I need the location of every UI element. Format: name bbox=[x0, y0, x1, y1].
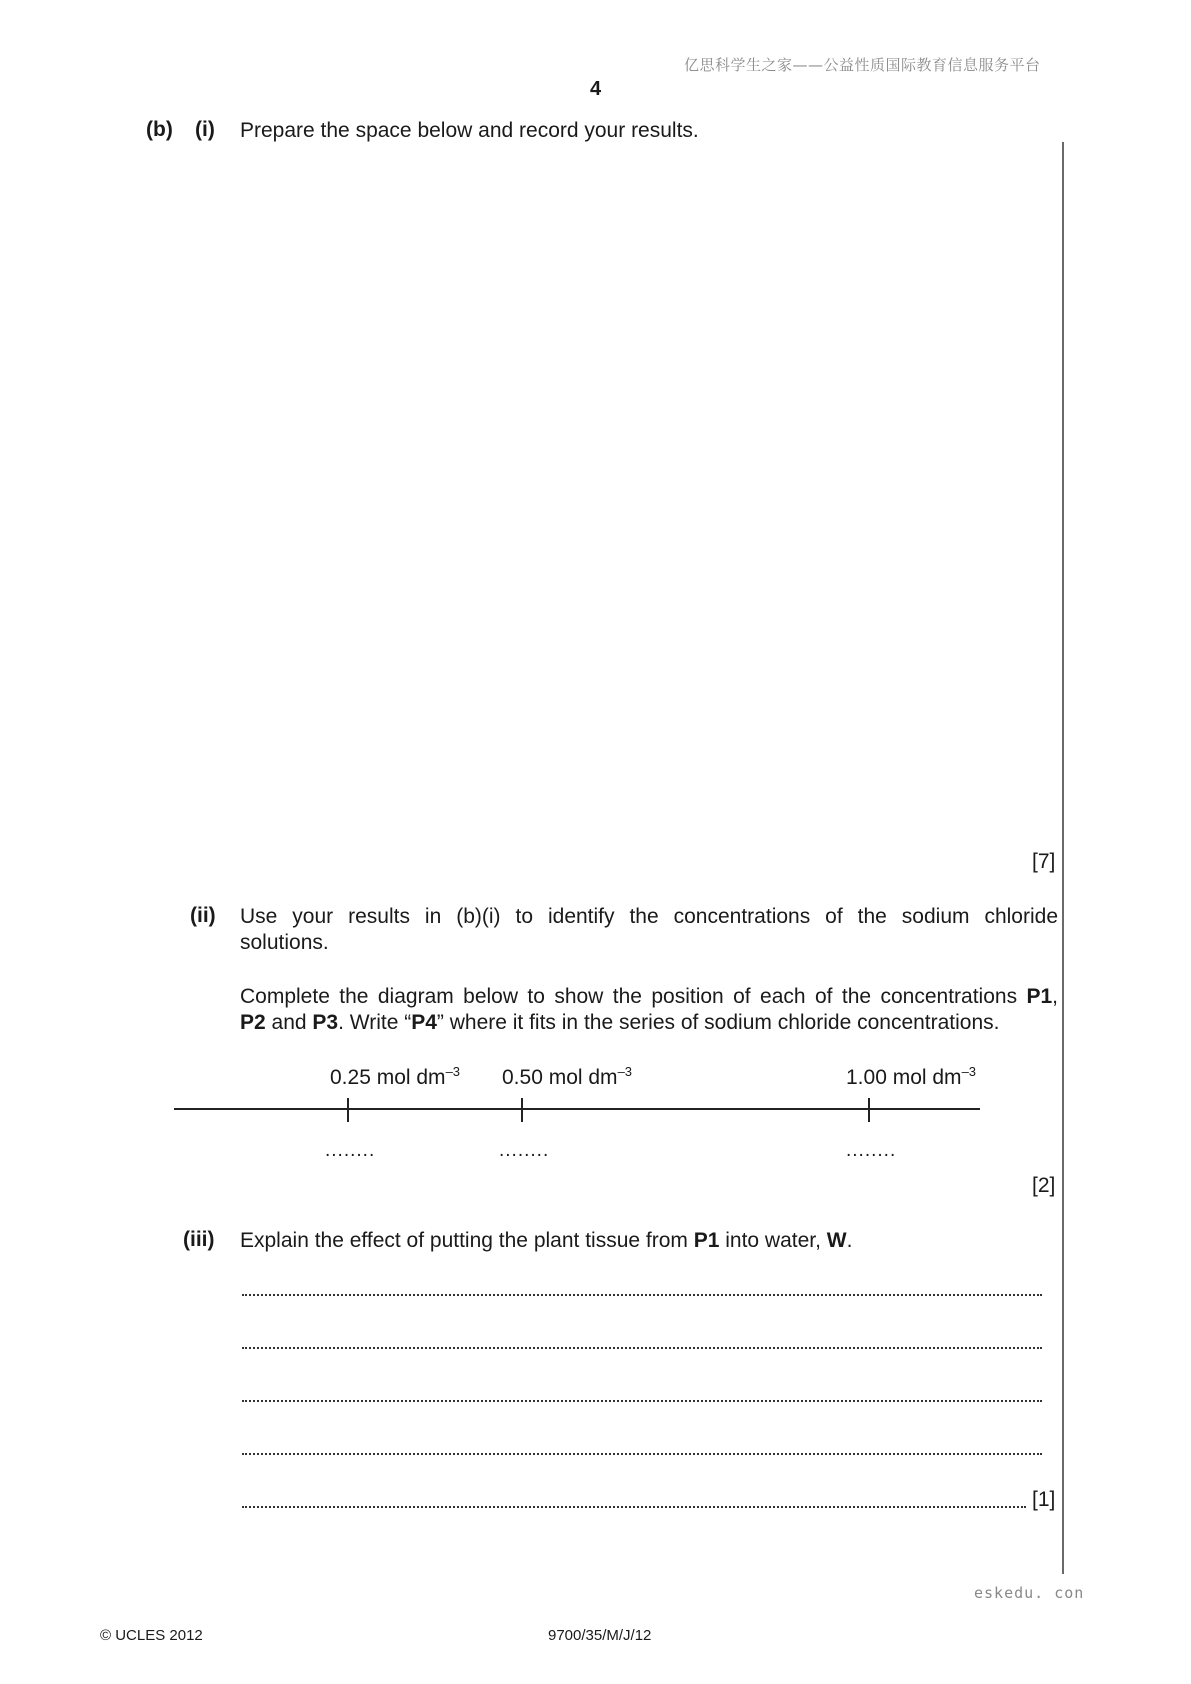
question-label-b-ii: (ii) bbox=[190, 904, 216, 927]
results-answer-space[interactable] bbox=[240, 160, 1040, 820]
number-line bbox=[174, 1108, 980, 1110]
footer-copyright: © UCLES 2012 bbox=[100, 1627, 203, 1644]
marks-b-iii: [1] bbox=[1032, 1488, 1056, 1511]
page-number: 4 bbox=[590, 78, 602, 100]
tick-0-25 bbox=[347, 1098, 349, 1122]
blank-0-50[interactable]: ........ bbox=[499, 1140, 550, 1161]
answer-line[interactable] bbox=[242, 1343, 1042, 1349]
tick-1-00 bbox=[868, 1098, 870, 1122]
question-label-b: (b) bbox=[146, 118, 173, 141]
tick-label-0-25: 0.25 mol $dm^{-3}$ bbox=[330, 1064, 461, 1089]
answer-line[interactable] bbox=[242, 1396, 1042, 1402]
blank-0-25[interactable]: ........ bbox=[325, 1140, 376, 1161]
answer-line[interactable] bbox=[242, 1502, 1026, 1508]
footer-code: 9700/35/M/J/12 bbox=[548, 1627, 652, 1644]
question-b-i-text: Prepare the space below and record your results. bbox=[240, 119, 699, 142]
answer-line[interactable] bbox=[242, 1290, 1042, 1296]
question-b-iii-text: Explain the effect of putting the plant tissue from P1 into water, W. bbox=[240, 1229, 853, 1252]
watermark-bottom: eskedu. con bbox=[974, 1584, 1085, 1602]
margin-line bbox=[1062, 142, 1064, 1574]
question-b-ii-text-2: Complete the diagram below to show the position of each of the concentrations P1, P2 and P3. Write “P4” where it fits in the series of sodium chloride concentrations. bbox=[240, 985, 1058, 1034]
watermark-top: 亿思科学生之家——公益性质国际教育信息服务平台 bbox=[684, 56, 1041, 74]
question-label-b-i: (i) bbox=[195, 118, 215, 141]
question-label-b-iii: (iii) bbox=[183, 1228, 215, 1251]
tick-label-1-00: 1.00 mol $dm^{-3}$ bbox=[846, 1064, 977, 1089]
answer-line[interactable] bbox=[242, 1449, 1042, 1455]
blank-1-00[interactable]: ........ bbox=[846, 1140, 897, 1161]
question-b-ii-text-1: Use your results in (b)(i) to identify the concentrations of the sodium chloride solutions. bbox=[240, 905, 1058, 954]
marks-b-i: [7] bbox=[1032, 850, 1056, 873]
tick-label-0-50: 0.50 mol $dm^{-3}$ bbox=[502, 1064, 633, 1089]
tick-0-50 bbox=[521, 1098, 523, 1122]
marks-b-ii: [2] bbox=[1032, 1174, 1056, 1197]
